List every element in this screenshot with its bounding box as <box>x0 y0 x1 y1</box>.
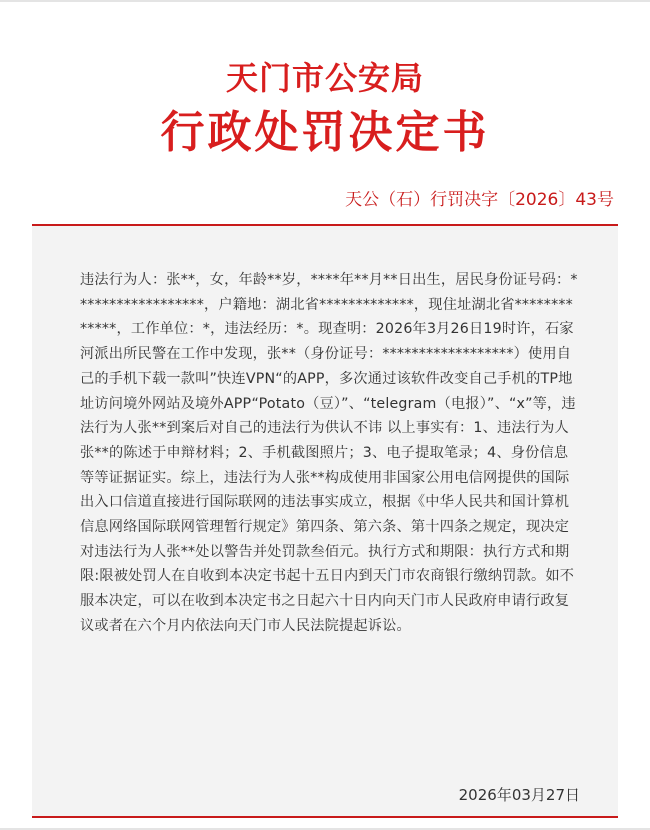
document-title: 行政处罚决定书 <box>160 107 490 158</box>
bottom-red-divider <box>32 816 618 818</box>
decision-body-text: 违法行为人：张**，女，年龄**岁，****年**月**日出生，居民身份证号码：******************，户籍地：湖北省*************，现住址湖北省*************，工作单位：*，违法经历：*。现查明：2026年3月26日19时许，石家河派出所民警在工作中发现，张**（身份证号：******************）使用自己的手机下载一款叫”快连VPN“的APP，多次通过该软件改变自己手机的TP地址访问境外网站及境外APP“Potato（豆）”、“telegram（电报）”、“x”等，违法行为人张**到案后对自己的违法行为供认不讳 以上事实有：1、违法行为人张**的陈述于申辩材料；2、手机截图照片；3、电子提取笔录；4、身份信息等等证据证实。综上，违法行为人张**构成使用非国家公用电信网提供的国际出入口信道直接进行国际联网的违法事实成立，根据《中华人民共和国计算机信息网络国际联网管理暂行规定》第四条、第六条、第十四条之规定，现决定对违法行为人张**处以警告并处罚款叁佰元。执行方式和期限：执行方式和期限:限被处罚人在自收到本决定书起十五日内到天门市农商银行缴纳罚款。如不服本决定，可以在收到本决定书之日起六十日内向天门市人民政府申请行政复议或者在六个月内依法向天门市人民法院提起诉讼。 <box>80 272 578 634</box>
top-border <box>0 0 650 2</box>
document-header <box>0 58 650 160</box>
document-number: 天公（石）行罚决字〔2026〕43号 <box>345 190 614 210</box>
issuing-agency: 天门市公安局 <box>225 59 424 97</box>
issue-date: 2026年03月27日 <box>458 786 580 804</box>
